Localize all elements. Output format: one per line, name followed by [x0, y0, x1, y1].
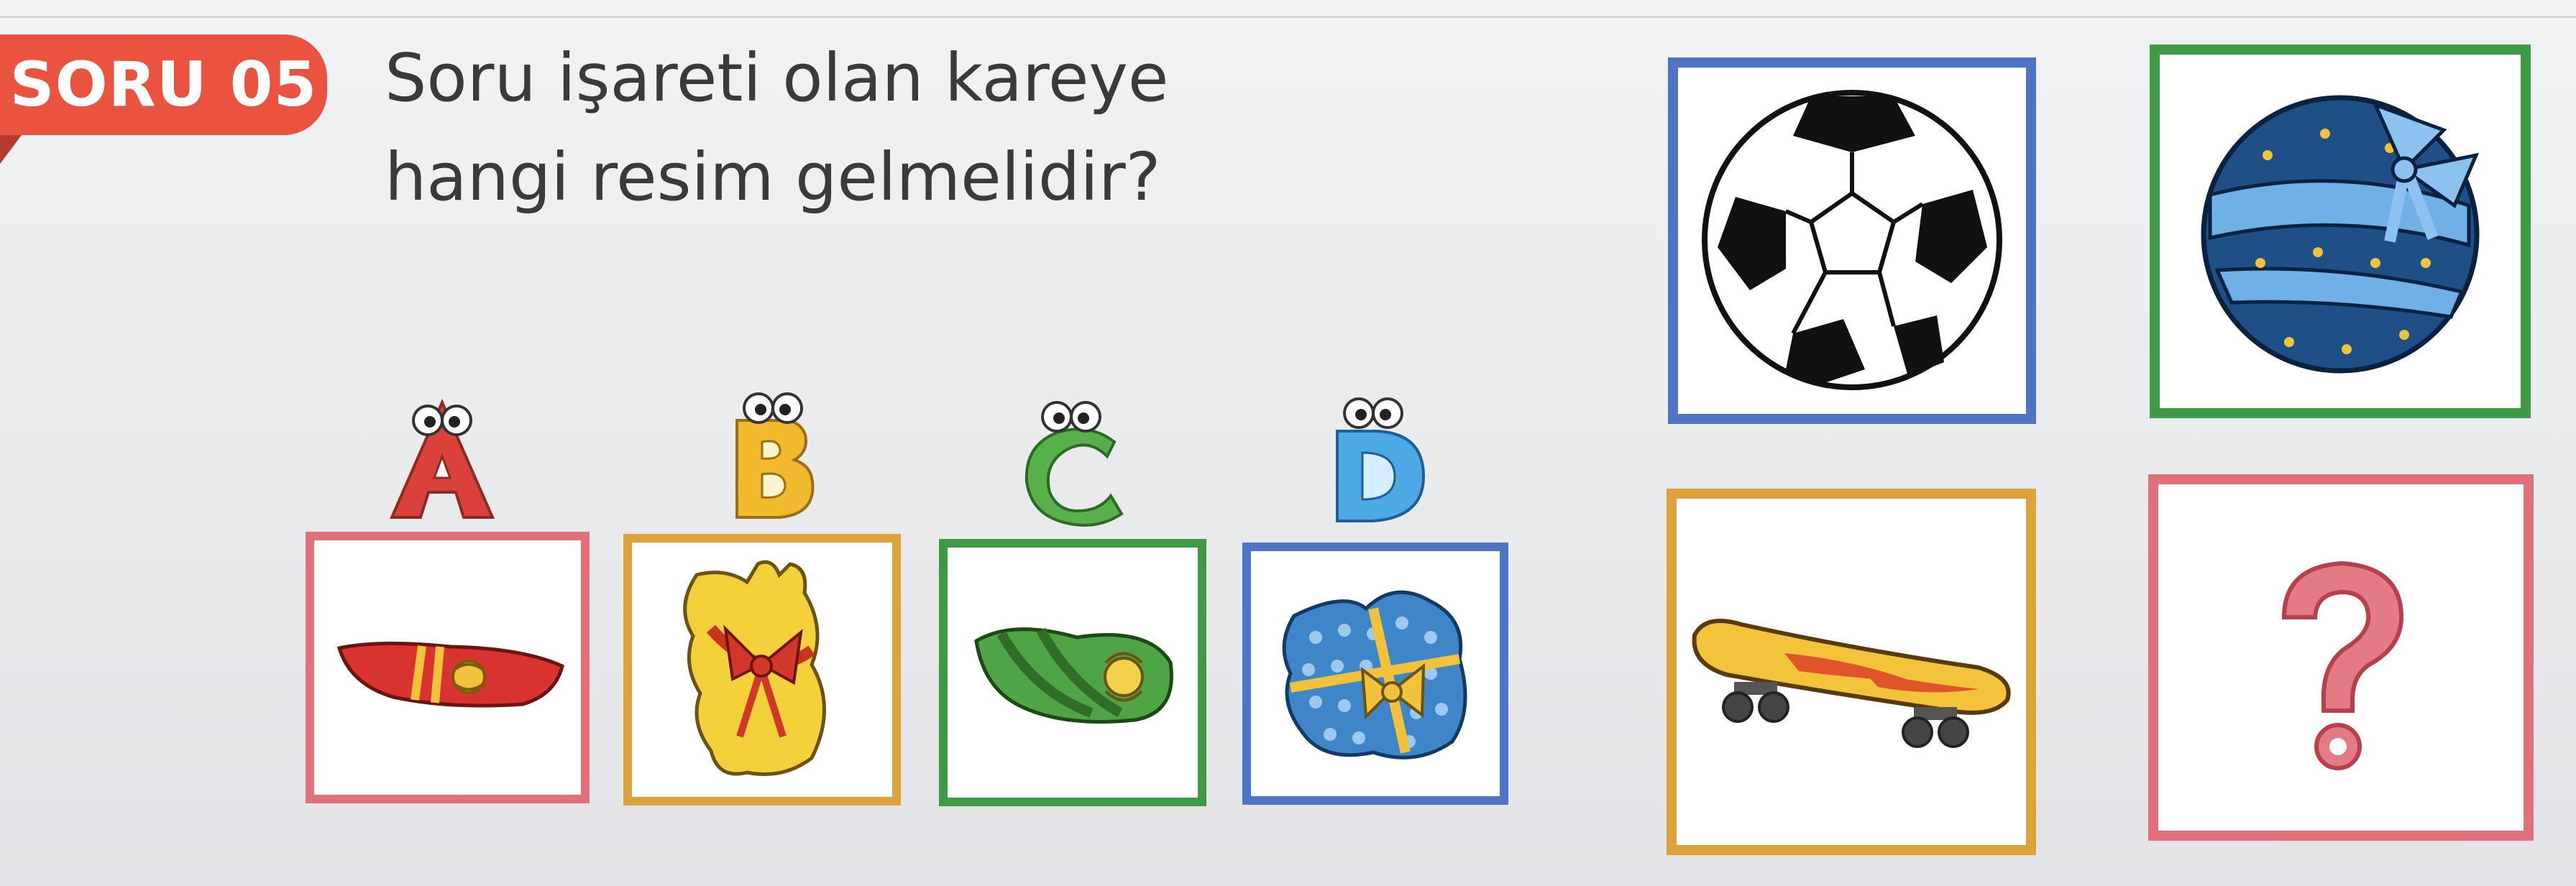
- question-text: [385, 29, 1175, 227]
- letter-b-character-icon: [719, 381, 827, 525]
- skateboard-icon: [1677, 499, 2026, 845]
- soccer-ball-icon: [1678, 68, 2026, 414]
- question-number-badge: [0, 34, 327, 135]
- option-a-letter: [381, 388, 503, 525]
- option-b-letter: [719, 381, 827, 525]
- badge-fold: [0, 135, 22, 164]
- yellow-gift-wrapped-object-icon: [632, 543, 892, 797]
- letter-c-character-icon: [1014, 388, 1129, 528]
- question-line-1: Soru işareti olan kareye: [385, 40, 1169, 116]
- answer-slot-box[interactable]: [2148, 474, 2534, 841]
- gift-wrapped-ball-icon: [2160, 55, 2521, 408]
- question-number: SORU 05: [9, 49, 318, 121]
- option-c-letter: [1014, 388, 1129, 528]
- grid-soccer-ball-box: [1668, 57, 2036, 424]
- green-wrapped-object-icon: [948, 548, 1198, 798]
- top-divider: [0, 16, 2576, 18]
- question-mark-icon: [2158, 484, 2524, 831]
- letter-d-character-icon: [1316, 384, 1431, 528]
- grid-skateboard-box: [1667, 489, 2036, 855]
- blue-dotted-gift-icon: [1251, 551, 1500, 796]
- option-c-box[interactable]: [939, 539, 1206, 806]
- question-line-2: hangi resim gelmelidir?: [385, 139, 1161, 216]
- option-a-box[interactable]: [306, 532, 590, 803]
- grid-gift-ball-box: [2150, 45, 2531, 418]
- option-d-box[interactable]: [1242, 543, 1508, 805]
- red-gift-wrapped-skateboard-icon: [314, 540, 581, 795]
- letter-a-character-icon: [381, 388, 503, 525]
- option-b-box[interactable]: [623, 534, 901, 806]
- option-d-letter: [1316, 384, 1431, 528]
